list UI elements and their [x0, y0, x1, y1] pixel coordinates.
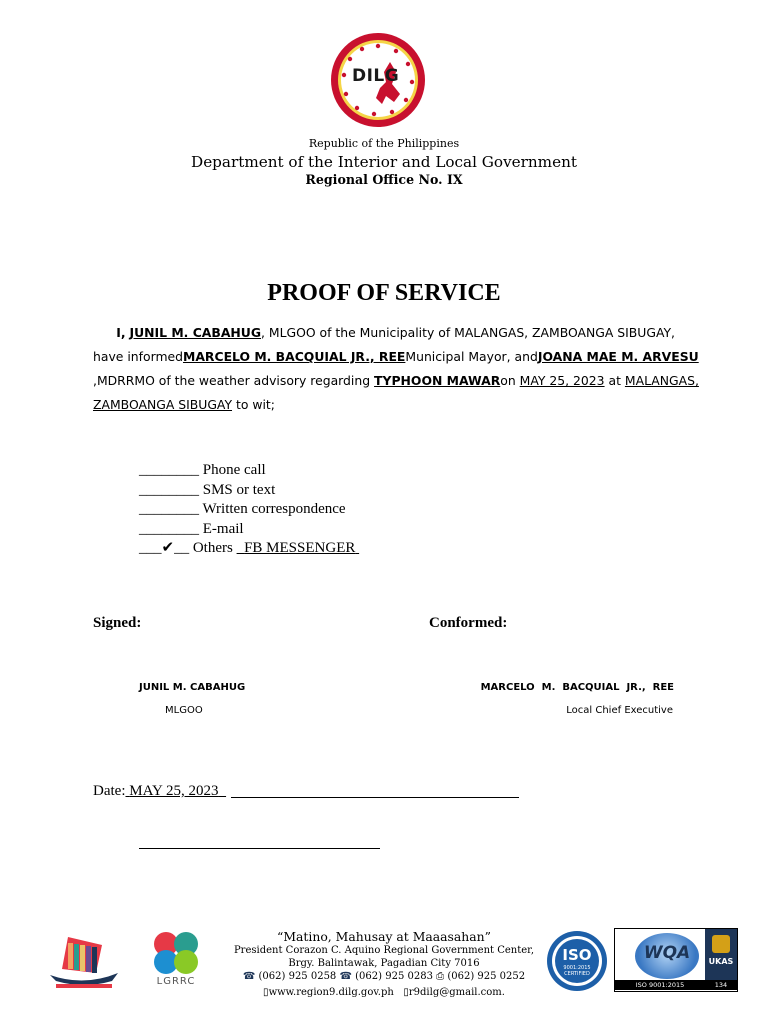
method-phone-label: Phone call [202, 462, 266, 478]
mail-icon: ▯ [403, 987, 409, 998]
ukas-badge [705, 929, 737, 981]
signer-name: JUNIL M. CABAHUG [139, 682, 246, 693]
others-value [237, 540, 360, 556]
body-l2-a: have informed [93, 349, 184, 364]
phone-2: (062) 925 0283 [355, 971, 433, 982]
signed-label: Signed: [93, 615, 142, 631]
signer-title: MLGOO [165, 705, 203, 716]
body-l3-at: at [608, 373, 621, 388]
body-line-3 [93, 369, 699, 393]
body-line-1 [93, 321, 675, 345]
iso-standard: ISO 9001:2015 [615, 980, 705, 990]
method-blank: ________ [139, 501, 199, 517]
footer-website: www.region9.dilg.gov.ph [268, 987, 394, 998]
body-date: MAY 25, 2023 [519, 373, 605, 388]
footer-email: r9dilg@gmail.com. [408, 987, 505, 998]
method-others [139, 539, 359, 559]
footer-phones [224, 971, 544, 982]
method-blank: ________ [139, 481, 199, 498]
iso-certified-logo [546, 930, 608, 992]
fax-icon: ☎ [339, 971, 352, 982]
iso-sub: 9001:2015 CERTIFIED [563, 965, 591, 977]
vinta-logo [46, 933, 122, 991]
footer-address-2: Brgy. Balintawak, Pagadian City 7016 [288, 958, 480, 969]
body-place-2: ZAMBOANGA SIBUGAY [93, 397, 233, 412]
lgrrc-text: LGRRC [156, 976, 196, 987]
regional-office: Regional Office No. IX [305, 172, 463, 187]
footer-motto: “Matino, Mahusay at Maaasahan” [277, 929, 491, 944]
mayor-name: MARCELO M. BACQUIAL JR., REE [183, 349, 406, 364]
method-blank: ________ [139, 520, 199, 537]
printer-icon: ⎙ [436, 971, 445, 982]
conformer-title: Local Chief Executive [566, 705, 673, 716]
methods-list [139, 461, 359, 559]
method-sms-label: SMS or text [202, 481, 276, 498]
footer-contacts [224, 987, 544, 998]
signature-line [139, 848, 380, 849]
dilg-logo-text: DILG [352, 66, 400, 86]
method-written [139, 500, 359, 520]
dilg-seal-logo [330, 32, 426, 128]
method-email [139, 520, 359, 540]
typhoon-name: TYPHOON MAWAR [374, 373, 501, 388]
body-l1-rest: , MLGOO of the Municipality of MALANGAS, ZAMBOANGA SIBUGAY, [261, 325, 675, 340]
date-value [125, 783, 226, 799]
others-value-text: FB MESSENGER [244, 540, 356, 556]
body-l3-a: ,MDRRMO of the weather advisory regarding [93, 373, 371, 388]
ukas-number: 134 [705, 980, 737, 990]
footer-address-1: President Corazon C. Aquino Regional Government Center, [233, 945, 535, 956]
method-phone [139, 461, 359, 481]
country-name: Republic of the Philippines [308, 137, 460, 150]
body-l3-on: on [500, 373, 516, 388]
date-line [231, 797, 519, 798]
mlgoo-name: JUNIL M. CABAHUG [129, 325, 262, 340]
date-row [93, 783, 226, 800]
wqa-text: WQA [643, 943, 691, 963]
others-check: ___✔__ [139, 540, 190, 556]
method-blank: ________ [139, 462, 199, 478]
phone-3: (062) 925 0252 [447, 971, 526, 982]
lgrrc-logo [150, 928, 202, 992]
department-name: Department of the Interior and Local Government [191, 153, 577, 171]
date-label: Date: [93, 783, 126, 799]
conformed-label: Conformed: [429, 615, 508, 631]
method-sms [139, 481, 359, 501]
date-value-text: MAY 25, 2023 [129, 783, 219, 799]
others-label: Others [192, 540, 233, 556]
mdrrmo-name: JOANA MAE M. ARVESU [537, 349, 699, 364]
page-title: PROOF OF SERVICE [267, 280, 501, 306]
conformer-name: MARCELO M. BACQUIAL JR., REE [480, 682, 674, 693]
iso-text: ISO [562, 946, 592, 964]
phone-1: (062) 925 0258 [258, 971, 337, 982]
method-written-label: Written correspondence [202, 501, 346, 517]
method-email-label: E-mail [202, 520, 244, 537]
web-icon: ▯ [263, 987, 269, 998]
body-l2-b: Municipal Mayor, and [405, 349, 538, 364]
body-pronoun: I, [116, 325, 126, 340]
body-l4-rest: to wit; [235, 397, 275, 412]
ukas-text: UKAS [708, 957, 734, 966]
wqa-logo [614, 928, 738, 992]
phone-icon: ☎ [242, 971, 256, 982]
ukas-crown-icon [712, 935, 730, 953]
body-line-2 [93, 345, 699, 369]
body-line-4 [93, 393, 275, 417]
body-place-1: MALANGAS, [624, 373, 699, 388]
